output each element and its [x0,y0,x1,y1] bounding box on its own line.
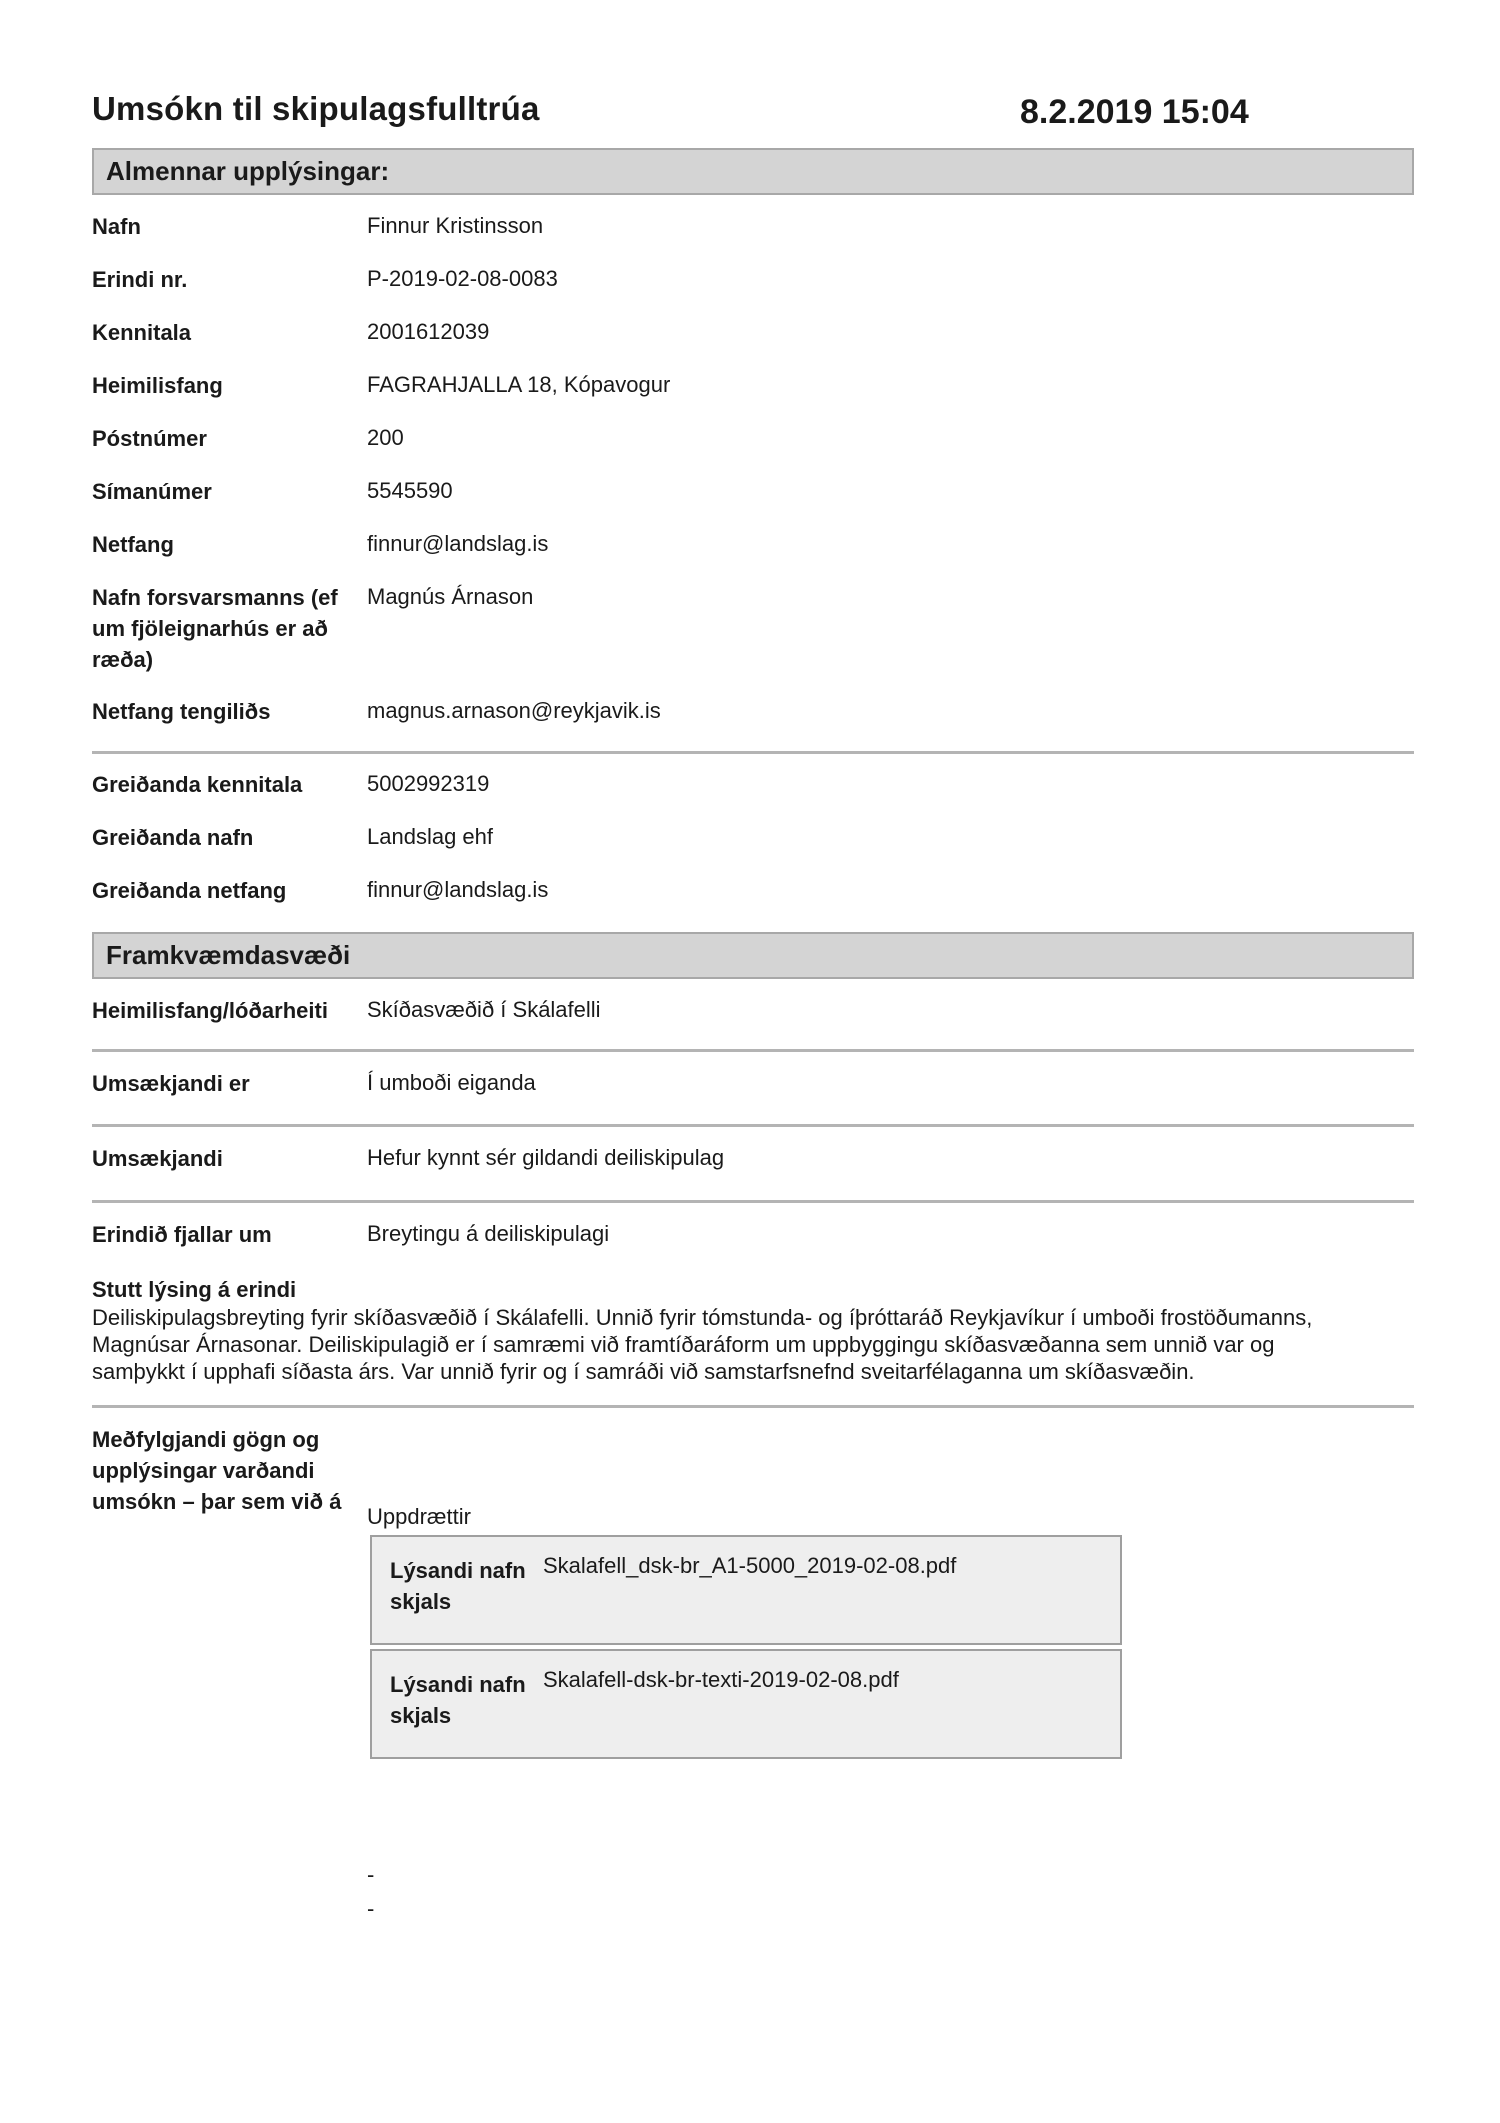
submission-datetime: 8.2.2019 15:04 [1020,93,1249,131]
field-label: Nafn [92,214,141,239]
divider [92,1124,1414,1127]
field-value: FAGRAHJALLA 18, Kópavogur [367,372,671,397]
field-label: Símanúmer [92,479,212,504]
field-value: Landslag ehf [367,824,493,849]
field-value: magnus.arnason@reykjavik.is [367,698,661,723]
field-label: Umsækjandi [92,1146,223,1171]
field-value: Í umboði eiganda [367,1070,536,1095]
field-value: 2001612039 [367,319,490,344]
attachment-file-name[interactable]: Skalafell_dsk-br_A1-5000_2019-02-08.pdf [543,1553,957,1578]
attachment-file-label: Lýsandi nafn skjals [390,1558,526,1614]
description-title: Stutt lýsing á erindi [92,1277,297,1302]
field-value: 200 [367,425,404,450]
field-value: Finnur Kristinsson [367,213,544,238]
section-general-heading: Almennar upplýsingar: [92,148,1414,195]
field-label: Kennitala [92,320,192,345]
divider [92,1049,1414,1052]
field-value: finnur@landslag.is [367,877,549,902]
field-label: Greiðanda nafn [92,825,254,850]
field-value: 5002992319 [367,771,490,796]
attachment-file [370,1535,1122,1645]
description-line: samþykkt í upphafi síðasta árs. Var unnið fyrir og í samráði við samstarfsnefnd sveitarfélaganna um skíðasvæðin. [92,1359,1195,1384]
field-value: Breytingu á deiliskipulagi [367,1221,610,1246]
field-value: P-2019-02-08-0083 [367,266,558,291]
field-value: finnur@landslag.is [367,531,549,556]
attachment-file-label: Lýsandi nafn skjals [390,1672,526,1728]
field-label: Nafn forsvarsmanns (ef um fjöleignarhús er að ræða) [92,585,338,672]
attachment-file [370,1649,1122,1759]
field-label: Póstnúmer [92,426,207,451]
divider [92,1405,1414,1408]
field-label: Netfang tengiliðs [92,699,271,724]
attachments-label: Meðfylgjandi gögn og upplýsingar varðandi umsókn – þar sem við á [92,1427,342,1514]
field-label: Umsækjandi er [92,1071,250,1096]
description-line: Magnúsar Árnasonar. Deiliskipulagið er í samræmi við framtíðaráform um uppbyggingu skíðasvæðanna sem unnið var og [92,1332,1275,1357]
field-label: Greiðanda netfang [92,878,287,903]
field-label: Heimilisfang/lóðarheiti [92,998,328,1023]
field-label: Greiðanda kennitala [92,772,303,797]
description-block [92,1276,1414,1385]
field-value: Skíðasvæðið í Skálafelli [367,997,601,1022]
empty-item-dash: - [367,1862,375,1887]
section-site-heading: Framkvæmdasvæði [92,932,1414,979]
field-label: Netfang [92,532,174,557]
field-value: Hefur kynnt sér gildandi deiliskipulag [367,1145,725,1170]
attachment-file-name[interactable]: Skalafell-dsk-br-texti-2019-02-08.pdf [543,1667,899,1692]
field-label: Heimilisfang [92,373,223,398]
field-label: Erindi nr. [92,267,188,292]
field-label: Erindið fjallar um [92,1222,272,1247]
attachments-category: Uppdrættir [367,1504,471,1529]
field-value: 5545590 [367,478,453,503]
divider [92,1200,1414,1203]
page-title: Umsókn til skipulagsfulltrúa [92,90,540,127]
description-line: Deiliskipulagsbreyting fyrir skíðasvæðið í Skálafelli. Unnið fyrir tómstunda- og íþróttaráð Reykjavíkur í umboði frostöðumanns, [92,1305,1313,1330]
divider [92,751,1414,754]
field-value: Magnús Árnason [367,584,534,609]
empty-item-dash: - [367,1896,375,1921]
